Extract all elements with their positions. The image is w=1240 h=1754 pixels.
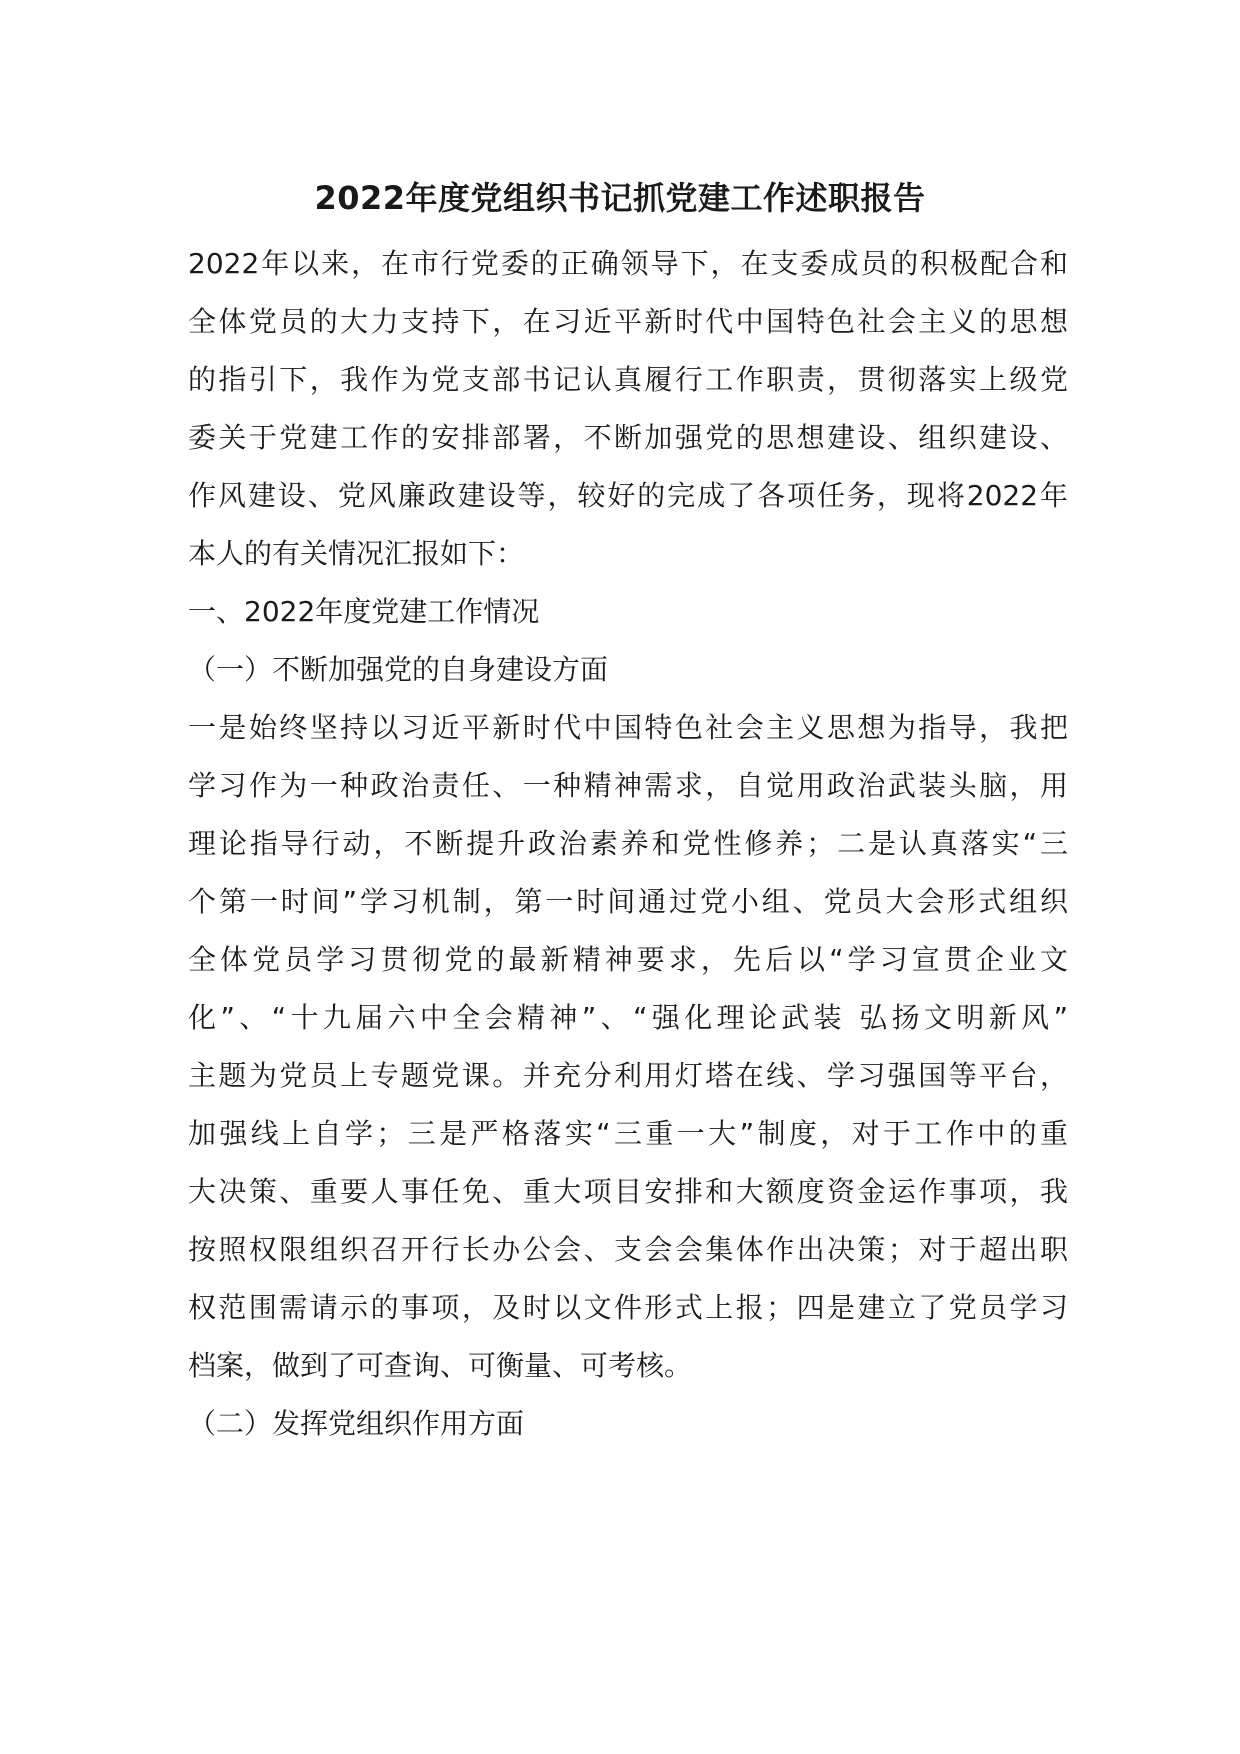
paragraph-line: 委关于党建工作的安排部署，不断加强党的思想建设、组织建设、 <box>188 421 1068 454</box>
paragraph-line: 理论指导行动，不断提升政治素养和党性修养；二是认真落实“三 <box>188 827 1068 860</box>
paragraph-line: 档案，做到了可查询、可衡量、可考核。 <box>188 1349 693 1382</box>
document-title: 2022年度党组织书记抓党建工作述职报告 <box>314 179 926 217</box>
paragraph-line: 本人的有关情况汇报如下： <box>188 537 525 570</box>
paragraph-line: 加强线上自学；三是严格落实“三重一大”制度，对于工作中的重 <box>188 1117 1068 1150</box>
paragraph-line: 大决策、重要人事任免、重大项目安排和大额度资金运作事项，我 <box>188 1175 1068 1208</box>
subsection-heading: （一）不断加强党的自身建设方面 <box>188 653 609 686</box>
paragraph-line: 权范围需请示的事项，及时以文件形式上报；四是建立了党员学习 <box>188 1291 1068 1324</box>
paragraph-line: 一是始终坚持以习近平新时代中国特色社会主义思想为指导，我把 <box>188 711 1068 744</box>
paragraph-line: 2022年以来，在市行党委的正确领导下，在支委成员的积极配合和 <box>188 247 1068 280</box>
paragraph-line: 全体党员的大力支持下，在习近平新时代中国特色社会主义的思想 <box>188 305 1068 338</box>
paragraph-line: 作风建设、党风廉政建设等，较好的完成了各项任务，现将2022年 <box>188 479 1068 512</box>
paragraph-line: 学习作为一种政治责任、一种精神需求，自觉用政治武装头脑，用 <box>188 769 1068 802</box>
section-heading: 一、2022年度党建工作情况 <box>188 595 540 628</box>
paragraph-line: 全体党员学习贯彻党的最新精神要求，先后以“学习宣贯企业文 <box>188 943 1068 976</box>
subsection-heading: （二）发挥党组织作用方面 <box>188 1407 525 1440</box>
paragraph-line: 个第一时间”学习机制，第一时间通过党小组、党员大会形式组织 <box>188 885 1068 918</box>
paragraph-line: 按照权限组织召开行长办公会、支会会集体作出决策；对于超出职 <box>188 1233 1068 1266</box>
paragraph-line: 的指引下，我作为党支部书记认真履行工作职责，贯彻落实上级党 <box>188 363 1068 396</box>
paragraph-line: 化”、“十九届六中全会精神”、“强化理论武装 弘扬文明新风” <box>188 1001 1068 1034</box>
paragraph-line: 主题为党员上专题党课。并充分利用灯塔在线、学习强国等平台， <box>188 1059 1068 1092</box>
